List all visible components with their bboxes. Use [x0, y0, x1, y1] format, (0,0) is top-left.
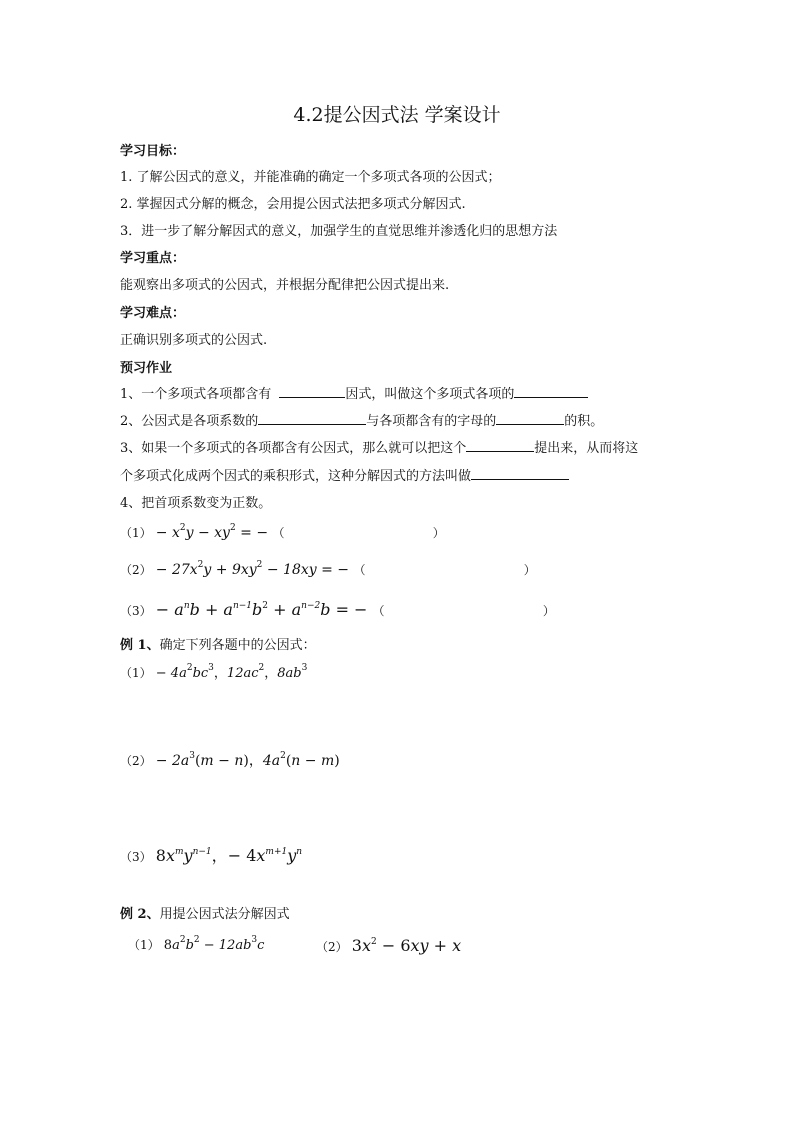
blank-q1-2[interactable]	[514, 385, 588, 398]
objective-item-2: 2. 掌握因式分解的概念，会用提公因式法把多项式分解因式.	[120, 197, 466, 212]
preview-q3-part-b: 提出来，从而将这	[534, 441, 639, 456]
q4-sub-3-expr: − $a^nb + a^{n-1}b^2 + a^{n-2}b$ = −	[155, 600, 373, 619]
preview-q1	[120, 383, 588, 402]
example1-part-3-expr: $8x^my^{n-1}$，− $4x^{m+1}y^n$	[155, 846, 303, 865]
example1-part-1-expr: − $4a^2bc^3$，$12ac^2$，$8ab^3$	[155, 663, 308, 681]
example2-part-2-label: （2）	[316, 940, 348, 954]
preview-q2-part-a: 2、公因式是各项系数的	[120, 414, 259, 429]
example1-part-3-label: （3）	[120, 850, 152, 864]
difficulties-text: 正确识别多项式的公因式.	[120, 333, 268, 348]
key-points-heading: 学习重点：	[120, 251, 186, 266]
preview-q2	[120, 410, 603, 429]
example1-part-2-expr: − $2a^3(m - n)$，$4a^2(n - m)$	[155, 751, 340, 769]
example1-part-1-label: （1）	[120, 666, 152, 680]
example2-part-2	[316, 936, 461, 955]
blank-q3-2[interactable]	[471, 467, 569, 480]
example2-text: 用提公因式法分解因式	[159, 907, 290, 922]
blank-q3-1[interactable]	[466, 439, 534, 452]
q4-sub-2	[120, 561, 536, 578]
preview-heading: 预习作业	[120, 361, 173, 376]
example1-part-2	[120, 750, 340, 770]
difficulties-heading: 学习难点：	[120, 306, 186, 321]
q4-sub-1-expr: − $x^2y - xy^2$ = −	[155, 523, 273, 541]
preview-q3-part-c: 个多项式化成两个因式的乘积形式，这种分解因式的方法叫做	[120, 469, 472, 484]
example2-part-1	[128, 936, 264, 953]
preview-q4: 4、把首项系数变为正数。	[120, 496, 272, 511]
preview-q1-part-a: 1、一个多项式各项都含有	[120, 387, 272, 402]
preview-q3-part-a: 3、如果一个多项式的各项都含有公因式，那么就可以把这个	[120, 441, 467, 456]
blank-q2-2[interactable]	[496, 412, 564, 425]
q4-sub-1-close: ）	[432, 526, 445, 540]
example2-header	[120, 903, 290, 922]
preview-q3	[120, 437, 638, 456]
q4-sub-1-label: （1）	[120, 526, 152, 540]
example1-text: 确定下列各题中的公因式：	[159, 638, 316, 653]
q4-sub-3-open: （	[372, 604, 385, 618]
example1-part-2-label: （2）	[120, 754, 152, 768]
objective-item-3: 3．进一步了解分解因式的意义，加强学生的直觉思维并渗透化归的思想方法	[120, 224, 558, 239]
objective-item-1: 1. 了解公因式的意义，并能准确的确定一个多项式各项的公因式；	[120, 170, 501, 185]
example2-part-2-expr: $3x^2 - 6xy + x$	[351, 936, 462, 955]
q4-sub-3	[120, 600, 555, 619]
q4-sub-2-open: （	[353, 563, 366, 577]
preview-q3-cont	[120, 465, 569, 484]
q4-sub-2-label: （2）	[120, 563, 152, 577]
example1-heading: 例 1、	[120, 638, 160, 653]
preview-q1-part-b: 因式，叫做这个多项式各项的	[345, 387, 515, 402]
objectives-heading: 学习目标：	[120, 144, 186, 159]
blank-q2-1[interactable]	[258, 412, 366, 425]
q4-sub-1	[120, 524, 445, 541]
q4-sub-3-label: （3）	[120, 604, 152, 618]
example2-part-1-expr: $8a^2b^2 - 12ab^3c$	[163, 935, 265, 953]
example1-part-3	[120, 843, 302, 866]
preview-q2-part-b: 与各项都含有的字母的	[366, 414, 497, 429]
q4-sub-3-close: ）	[542, 604, 555, 618]
q4-sub-2-close: ）	[523, 563, 536, 577]
q4-sub-2-expr: − $27x^2y + 9xy^2 - 18xy$ = −	[155, 560, 354, 578]
page-title: 4.2提公因式法 学案设计	[293, 104, 501, 126]
preview-q2-part-c: 的积。	[564, 414, 604, 429]
example1-header	[120, 634, 316, 653]
example2-part-1-label: （1）	[128, 938, 160, 952]
blank-q1-1[interactable]	[279, 385, 345, 398]
example1-part-1	[120, 662, 307, 681]
q4-sub-1-open: （	[272, 526, 285, 540]
example2-heading: 例 2、	[120, 907, 160, 922]
key-points-text: 能观察出多项式的公因式，并根据分配律把公因式提出来.	[120, 278, 450, 293]
